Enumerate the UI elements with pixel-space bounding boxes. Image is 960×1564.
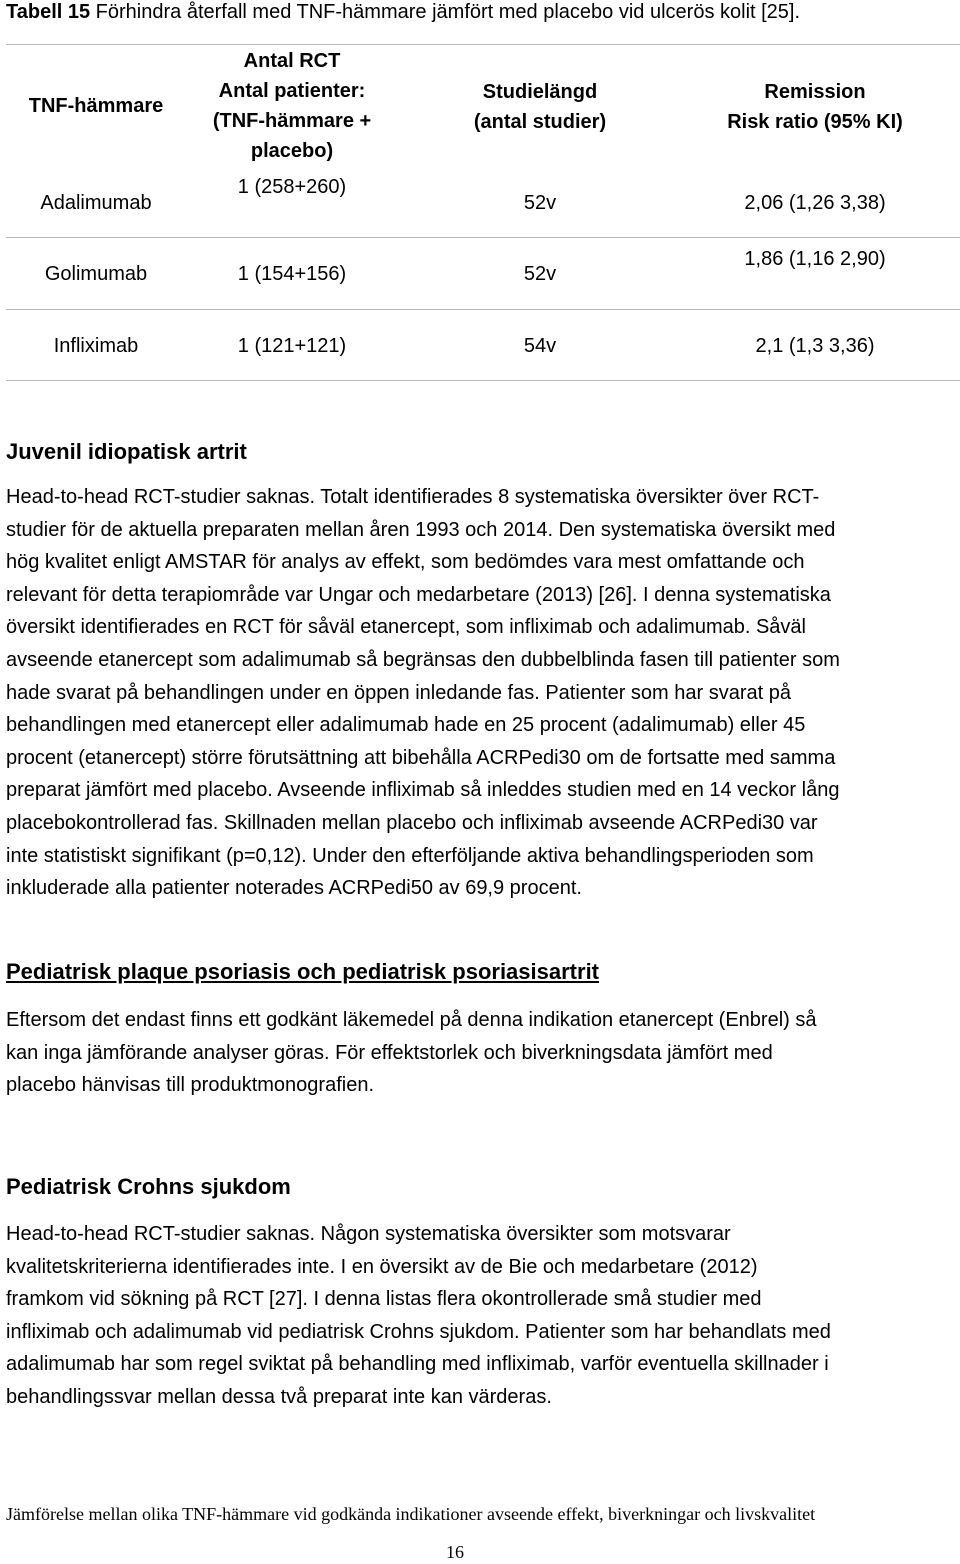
table-header-antal: Antal RCT Antal patienter: (TNF-hämmare + placebo) [212, 50, 372, 162]
table-cell-rr: 2,06 (1,26 3,38) [744, 192, 886, 214]
table-cell-length: 52v [523, 263, 557, 285]
page-number: 16 [446, 1542, 464, 1562]
table-cell-rr: 2,1 (1,3 3,36) [755, 335, 875, 357]
section-paragraph: Head-to-head RCT-studier saknas. Någon systematiska översikter som motsvarar kvalitetskriterierna identifierades inte. I en översikt av de Bie och medarbetare (2012) framkom vid sökning på RCT [27]. I denna listas flera okontrollerade små studier med infliximab och adalimumab vid pediatrisk Crohns sjukdom. Patienter som har behandlats med adalimumab har som regel sviktat på behandling med infliximab, varför eventuella skillnader i behandlingssvar mellan dessa två preparat inte kan värderas. [6, 1223, 831, 1408]
table-header-tnf: TNF-hämmare [28, 95, 164, 117]
table-cell-patients: 1 (154+156) [237, 263, 347, 285]
section-paragraph: Eftersom det endast finns ett godkänt läkemedel på denna indikation etanercept (Enbrel) så kan inga jämförande analyser göras. För effektstorlek och biverkningsdata jämfört med placebo hänvisas till produktmonografien. [6, 1009, 817, 1097]
page-footer: Jämförelse mellan olika TNF-hämmare vid godkända indikationer avseende effekt, biverkningar och livskvalitet [6, 1504, 816, 1524]
table-cell-length: 54v [523, 335, 557, 357]
table-cell-drug: Infliximab [53, 335, 139, 357]
table-rule-top [6, 44, 960, 45]
table-cell-patients: 1 (121+121) [237, 335, 347, 357]
section-paragraph: Head-to-head RCT-studier saknas. Totalt identifierades 8 systematiska översikter över RCT- studier för de aktuella preparaten mellan åren 1993 och 2014. Den systematiska översikt med hög kvalitet enligt AMSTAR för analys av effekt, som bedömdes vara mest omfattande och relevant för detta terapiområde var Ungar och medarbetare (2013) [26]. I denna systematiska översikt identifierades en RCT för såväl etanercept, som infliximab och adalimumab. Såväl avseende etanercept som adalimumab så begränsas den dubbelblinda fasen till patienter som hade svarat på behandlingen under en öppen inledande fas. Patienter som har svarat på behandlingen med etanercept eller adalimumab hade en 25 procent (adalimumab) eller 45 procent (etanercept) större förutsättning att bibehålla ACRPedi30 om de fortsatte med samma preparat jämfört med placebo. Avseende infliximab så inleddes studien med en 14 veckor lång placebokontrollerad fas. Skillnaden mellan placebo och infliximab avseende ACRPedi30 var inte statistiskt signifikant (p=0,12). Under den efterföljande aktiva behandlingsperioden som inkluderade alla patienter noterades ACRPedi50 av 69,9 procent. [6, 486, 840, 900]
table-rule-row2 [6, 309, 960, 310]
table-header-remission: Remission Risk ratio (95% KI) [727, 81, 903, 133]
table-rule-row1 [6, 237, 960, 238]
table-cell-drug: Adalimumab [40, 192, 152, 214]
table-caption [6, 0, 800, 24]
table-rule-bottom [6, 380, 960, 381]
table-header-studielangd: Studielängd (antal studier) [473, 81, 607, 133]
table-caption-text: Förhindra återfall med TNF-hämmare jämfört med placebo vid ulcerös kolit [25]. [90, 1, 801, 23]
section-heading: Juvenil idiopatisk artrit [6, 439, 247, 464]
table-cell-length: 52v [523, 192, 557, 214]
section-heading: Pediatrisk Crohns sjukdom [6, 1174, 291, 1199]
table-cell-drug: Golimumab [44, 263, 148, 285]
table-cell-rr: 1,86 (1,16 2,90) [744, 248, 886, 270]
section-heading: Pediatrisk plaque psoriasis och pediatrisk psoriasisartrit [6, 959, 600, 984]
table-caption-label: Tabell 15 [6, 1, 91, 23]
table-cell-patients: 1 (258+260) [237, 176, 347, 198]
